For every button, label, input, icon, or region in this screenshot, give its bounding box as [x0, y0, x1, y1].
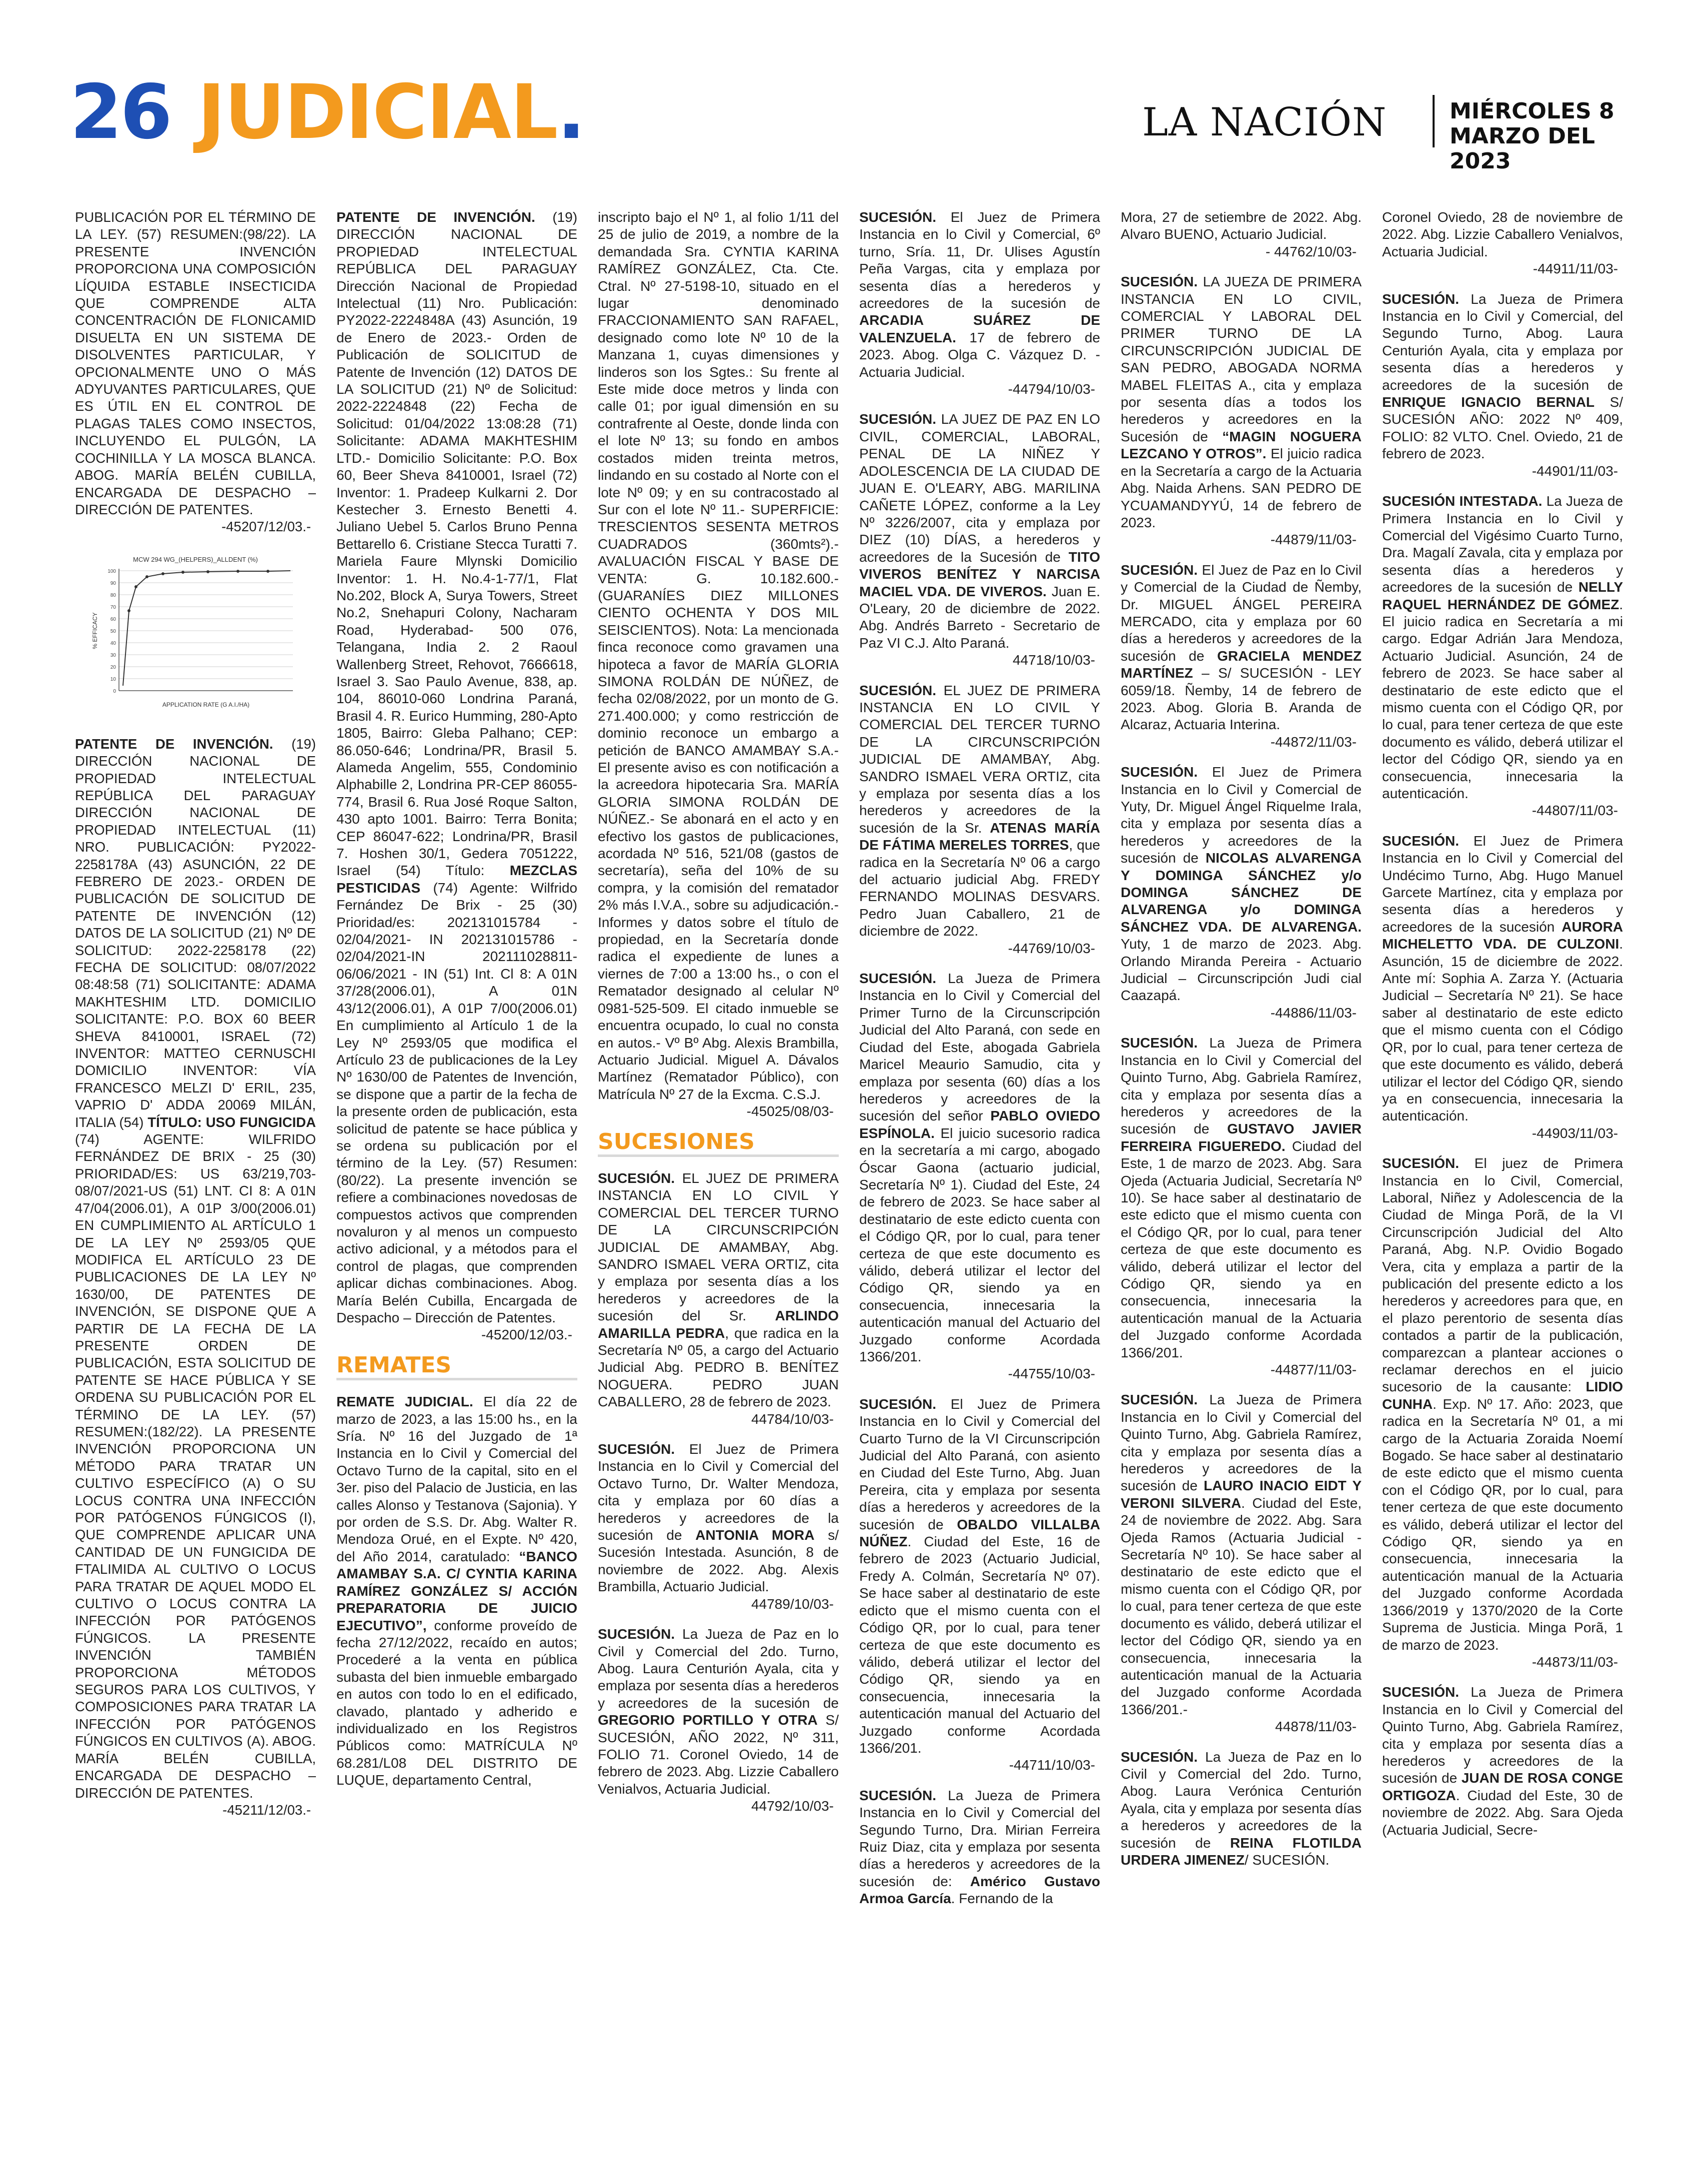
notice-reference: -44711/10/03- [1009, 1757, 1095, 1773]
notice-body: La Jueza de Primera Instancia en lo Civil y Comercial del Vigésimo Cuarto Turno, Dra. Magalí Zavala, cita y emplaza por sesenta días a herederos y acreedores de la sucesión de [1382, 493, 1623, 595]
notice-body-continued: S/ SUCESIÓN, AÑO 2022, Nº 311, FOLIO 71. Coronel Oviedo, 14 de febrero de 2023. Abg. Lizzie Caballero Venialvos, Actuaria Judicial. [598, 1712, 839, 1797]
notice-reference: -44901/11/03- [1532, 463, 1618, 479]
deceased-name: REINA FLOTILDA URDERA JIMENEZ [1121, 1835, 1362, 1868]
notice-body-continued: Juan E. O'Leary, 20 de diciembre de 2022. Abg. Andrés Barreto - Secretario de Paz VI C.J. Alto Paraná. [859, 583, 1100, 651]
masthead-divider [1433, 95, 1435, 147]
column-5 [1121, 209, 1362, 2168]
notice-body: El Juez de Paz en lo Civil y Comercial de la Ciudad de Ñemby, Dr. MIGUEL ÁNGEL PEREIRA MERCADO, cita y emplaza por 60 días a herederos y acreedores de la sucesión de [1121, 562, 1362, 664]
notice-body-continued: / SUCESIÓN. [1244, 1852, 1330, 1868]
section-title [197, 69, 585, 156]
notice-reference: -45211/12/03.- [222, 1802, 311, 1818]
figure-y-tick: 60 [110, 616, 116, 622]
notice-heading: SUCESIÓN. [1121, 1392, 1198, 1408]
succession-notice [859, 1396, 1100, 1774]
notice-reference: 44789/10/03- [751, 1596, 834, 1612]
deceased-name: JUAN DE ROSA CONGE ORTIGOZA [1382, 1770, 1623, 1803]
notice-body: La Jueza de Primera Instancia en lo Civil y Comercial del Quinto Turno, Abg. Gabriela Ramírez, cita y emplaza por sesenta días a herederos y acreedores de la sucesión de [1121, 1035, 1362, 1137]
succession-notice [1382, 291, 1623, 480]
notice-heading: SUCESIÓN. [1121, 764, 1198, 780]
notice-heading: SUCESIÓN. [1121, 1749, 1198, 1765]
succession-notice [1121, 1035, 1362, 1378]
notice-heading: SUCESIÓN. [859, 411, 937, 427]
notice-reference: 44792/10/03- [751, 1798, 834, 1814]
deceased-name: NICOLAS ALVARENGA Y DOMINGA SÁNCHEZ y/o DOMINGA SÁNCHEZ DE ALVARENGA y/o DOMINGA SÁNCHEZ VDA. DE ALVARENGA. [1121, 850, 1362, 935]
figure-y-tick: 50 [110, 628, 116, 634]
succession-notice [1121, 562, 1362, 751]
column-1 [75, 209, 316, 2168]
notice-heading: SUCESIÓN. [1382, 291, 1460, 307]
notice-heading: SUCESIÓN INTESTADA. [1382, 493, 1543, 509]
notice-reference: -44879/11/03- [1270, 532, 1357, 548]
notice-heading: SUCESIÓN. [1382, 833, 1460, 849]
figure-y-tick: 90 [110, 580, 116, 586]
page-masthead [70, 69, 1630, 174]
page-number: 26 [70, 69, 170, 156]
notice-body: La Jueza de Primera Instancia en lo Civil y Comercial del Quinto Turno, Abg. Gabriela Ramírez, cita y emplaza por sesenta días a herederos y acreedores de la sucesión de [1121, 1392, 1362, 1494]
notice-heading: REMATE JUDICIAL. [336, 1394, 473, 1410]
notice-heading: SUCESIÓN. [859, 971, 937, 987]
notice-reference: -44755/10/03- [1008, 1366, 1095, 1382]
notice-body-continued: (74) AGENTE: WILFRIDO FERNÁNDEZ DE BRIX - 25 (30) PRIORIDAD/ES: US 63/219,703-08/07/2021-US (51) LNT. CI 8: A 01N 47/04(2006.01), A 01P 3/00(2006.01) EN CUMPLIMIENTO AL ARTÍCULO 1 DE LA LEY Nº 2593/05 QUE MODIFICA EL ARTÍCULO 23 DE PUBLICACIONES DE LA LEY Nº 1630/00, DE PATENTES DE INVENCIÓN, SE DISPONE QUE A PARTIR DE LA FECHA DE LA PRESENTE ORDEN DE PUBLICACIÓN, ESTA SOLICITUD DE PATENTE SE HACE PÚBLICA Y SE ORDENA SU PUBLICACIÓN POR EL TÉRMINO DE LA LEY. (57) RESUMEN:(182/22). LA PRESENTE INVENCIÓN PROPORCIONA UN MÉTODO PARA TRATAR UN CULTIVO ESPECÍFICO (A) O SU LOCUS CONTRA UNA INFECCIÓN POR PATÓGENOS FÚNGICOS (I), QUE COMPRENDE APLICAR UNA CANTIDAD DE UN FUNGICIDA DE FTALIMIDA AL CULTIVO O LOCUS PARA TRATAR DE AQUEL MODO EL CULTIVO O LOCUS CONTRA LA INFECCIÓN POR PATÓGENOS FÚNGICOS. LA PRESENTE INVENCIÓN TAMBIÉN PROPORCIONA MÉTODOS SEGUROS PARA LOS CULTIVOS, Y COMPOSICIONES PARA TRATAR LA INFECCIÓN POR PATÓGENOS FÚNGICOS EN CULTIVOS (A). ABOG. MARÍA BELÉN CUBILLA, ENCARGADA DE DESPACHO – DIRECCIÓN DE PATENTES. [75, 1131, 316, 1801]
notice-reference: -44873/11/03- [1532, 1654, 1618, 1670]
notice-reference: -44794/10/03- [1008, 381, 1095, 397]
succession-notice [1382, 1155, 1623, 1671]
notice-body: La Jueza de Primera Instancia en lo Civil y Comercial del Quinto Turno, Abg. Gabriela Ramírez, cita y emplaza por sesenta días a herederos y acreedores de la sucesión de [1382, 1684, 1623, 1786]
notice-heading: SUCESIÓN. [1382, 1684, 1460, 1700]
notice-body: La Jueza de Paz en lo Civil y Comercial del 2do. Turno, Abog. Laura Centurión Ayala, cita y emplaza por sesenta días a herederos y acreedores de la sucesión de [598, 1626, 839, 1711]
notice-title: TÍTULO: USO FUNGICIDA [147, 1114, 316, 1130]
deceased-name: Américo Gustavo Armoa García [859, 1873, 1100, 1907]
succession-notice-continued [1121, 209, 1362, 260]
notice-reference: 44784/10/03- [751, 1411, 834, 1427]
section-heading-sucesiones: SUCESIONES [598, 1133, 839, 1157]
notice-heading: PATENTE DE INVENCIÓN. [75, 736, 273, 752]
notice-body: El Juez de Primera Instancia en lo Civil y Comercial del Undécimo Turno, Abg. Hugo Manuel Garcete Martínez, cita y emplaza por sesenta días a herederos y acreedores de la sucesión [1382, 833, 1623, 935]
succession-notice [1382, 493, 1623, 820]
deceased-name: ENRIQUE IGNACIO BERNAL [1382, 394, 1595, 410]
notice-body: inscripto bajo el Nº 1, al folio 1/11 del 25 de julio de 2019, a nombre de la demandada Sra. CYNTIA KARINA RAMÍREZ GONZÁLEZ, Cta. Cte. Ctral. Nº 27-5198-10, situado en el lugar denominado FRACCIONAMIENTO SAN RAFAEL, designado como lote Nº 10 de la Manzana 1, cuyas dimensiones y linderos son los Sgtes.: Su frente al Este mide doce metros y linda con calle 01; por igual dimensión en su contrafrente al Oeste, donde linda con el lote Nº 13; su fondo en ambos costados miden treinta metros, lindando en su costado al Norte con el lote Nº 09; y en su contracostado al Sur con el lote Nº 11.- SUPERFICIE: TRESCIENTOS SESENTA METROS CUADRADOS (360mts²).- AVALUACIÓN FISCAL Y BASE DE VENTA: G. 10.182.600.- (GUARANÍES DIEZ MILLONES CIENTO OCHENTA Y DOS MIL SEISCIENTOS). Nota: La mencionada finca reconoce como gravamen una hipoteca a favor de MARÍA GLORIA SIMONA ROLDÁN DE NÚÑEZ, de fecha 02/08/2022, por un monto de G. 271.400.000; y como restricción de dominio reconoce un embargo a petición de BANCO AMAMBAY S.A.- El presente aviso es con notificación a la acreedora hipotecaria Sra. MARÍA GLORIA SIMONA ROLDÁN DE NÚÑEZ.- Se abonará en el acto y en efectivo los gastos de publicaciones, acordada Nº 516, 521/08 (gastos de secretaría), seña del 10% de su compra, y la comisión del rematador 2% más I.V.A., sobre su adjudicación.- Informes y datos sobre el título de propiedad, en la Secretaría donde radica el expediente de lunes a viernes de 7:00 a 13:00 hs., o con el Rematador designado al celular Nº 0981-525-509. El citado inmueble se encuentra ocupado, lo cual no consta en autos.- Vº Bº Abg. Alexis Brambilla, Actuario Judicial. Miguel A. Dávalos Martínez (Rematador Público), con Matrícula Nº 27 de la Excma. C.S.J. [598, 209, 839, 1102]
notice-heading: SUCESIÓN. [859, 1787, 937, 1803]
notice-heading: SUCESIÓN. [598, 1626, 675, 1642]
notice-body: El día 22 de marzo de 2023, a las 15:00 hs., en la Sría. Nº 16 del Juzgado de 1ª Instancia en lo Civil y Comercial del Octavo Turno de la capital, sito en el 3er. piso del Palacio de Justicia, en las calles Alonso y Testanova (Sajonia). Y por orden de S.S. Dr. Abg. Walter R. Mendoza Orué, en el Expte. Nº 420, del Año 2014, caratulado: [336, 1394, 577, 1564]
notice-case-title: “BANCO AMAMBAY S.A. C/ CYNTIA KARINA RAMÍREZ GONZÁLEZ S/ ACCIÓN PREPARATORIA DE JUICIO EJECUTIVO”, [336, 1548, 577, 1633]
section-title-text: JUDICIAL [197, 69, 557, 156]
notice-body-continued: El juicio sucesorio radica en la secretaría a mi cargo, abogado Óscar Gaona (actuario judicial, Secretaría Nº 1). Ciudad del Este, 24 de febrero de 2023. Se hace saber al destinatario de este edicto cuenta con el Código QR, por lo cual, para tener certeza de que este documento es válido, deberá utilizar el lector del Código QR, siendo ya en consecuencia, innecesaria la autenticación manual del Actuario del Juzgado conforme Acordada 1366/201. [859, 1125, 1100, 1364]
notice-body: El Juez de Primera Instancia en lo Civil y Comercial del Octavo Turno, Dr. Walter Mendoza, cita y emplaza por 60 días a herederos y acreedores de la sucesión de [598, 1441, 839, 1543]
notice-body: El Juez de Primera Instancia en lo Civil y Comercial de Yuty, Dr. Miguel Ángel Riquelme Irala, cita y emplaza por sesenta días a herederos y acreedores de la sucesión de [1121, 764, 1362, 866]
notice-reference: -44807/11/03- [1532, 803, 1618, 819]
succession-notice [1121, 273, 1362, 549]
notice-heading: SUCESIÓN. [598, 1170, 675, 1186]
deceased-name: LIDIO CUNHA [1382, 1379, 1623, 1412]
notice-reference: -45207/12/03.- [221, 519, 311, 535]
notice-body-continued: conforme proveído de fecha 27/12/2022, recaído en autos; Procederé a la venta en pública subasta del bien inmueble embargado en autos con todo lo en el edificado, clavado, plantado y adherido e individualizado en los Registros Públicos como: MATRÍCULA Nº 68.281/L08 DEL DISTRITO DE LUQUE, departamento Central, [336, 1617, 577, 1788]
notice-body: La Jueza de Primera Instancia en lo Civil y Comercial, del Segundo Turno, Abog. Laura Centurión Ayala, cita y emplaza por sesenta días a herederos y acreedores de la sucesión de [1382, 291, 1623, 393]
figure-y-tick: 10 [110, 676, 116, 682]
succession-notice-continued [1382, 209, 1623, 278]
notice-body-continued: (74) Agente: Wilfrido Fernández De Brix - 25 (30) Prioridad/es: 202131015784 - 02/04/2021- IN 202131015786 - 02/04/2021-IN 202111028811-06/06/2021 - IN (51) Int. Cl 8: A 01N 37/28(2006.01), A 01N 43/12(2006.01), A 01P 7/00(2006.01) En cumplimiento al Artículo 1 de la Ley Nº 2593/05 que modifica el Artículo 23 de publicaciones de la Ley Nº 1630/00 de Patentes de Invención, se dispone que a partir de la fecha de la presente orden de publicación, esta solicitud de patente se hace pública y se ordena su publicación por el término de la Ley. (57) Resumen:(80/22). La presente invención se refiere a combinaciones novedosas de compuestos activos que comprenden novaluron y al menos un compuesto activo adicional, y a métodos para el control de plagas, que comprenden aplicar dichas combinaciones. Abog. María Belén Cubilla, Encargada de Despacho – Dirección de Patentes. [336, 880, 577, 1325]
notice-body: El juez de Primera Instancia en lo Civil, Comercial, Laboral, Niñez y Adolescencia de la Ciudad de Minga Porã, de la VI Circunscripción Judicial del Alto Paraná, Abg. N.P. Ovidio Bogado Vera, cita y emplaza a partir de la publicación del presente edicto a los herederos y acreedores para que, en el plazo perentorio de sesenta días contados a partir de la publicación, comparezcan a plantear acciones o reclamar derechos en el juicio sucesorio de la causante: [1382, 1155, 1623, 1395]
deceased-name: GREGORIO PORTILLO Y OTRA [598, 1712, 818, 1728]
notice-body-continued: 17 de febrero de 2023. Abog. Olga C. Vázquez D. - Actuaria Judicial. [859, 329, 1100, 380]
notice-body-continued: . Fernando de la [951, 1891, 1053, 1907]
notice-reference: 44718/10/03- [1012, 652, 1095, 668]
notice-reference: -44769/10/03- [1008, 940, 1095, 956]
column-4 [859, 209, 1100, 2168]
notice-body: La Jueza de Paz en lo Civil y Comercial del 2do. Turno, Abog. Laura Verónica Centurión Ayala, cita y emplaza por sesenta días a herederos y acreedores de la sucesión de [1121, 1749, 1362, 1851]
deceased-name: ARLINDO AMARILLA PEDRA [598, 1308, 839, 1341]
figure-y-tick: 30 [110, 652, 116, 658]
succession-notice [598, 1170, 839, 1428]
succession-notice [1121, 1391, 1362, 1735]
notice-body-continued: , que radica en la Secretaría Nº 05, a cargo del Actuario Judicial Abg. PEDRO B. BENÍTEZ NOGUERA. PEDRO JUAN CABALLERO, 28 de febrero de 2023. [598, 1325, 839, 1410]
notice-body-continued: S/ SUCESIÓN AÑO: 2022 Nº 409, FOLIO: 82 VLTO. Cnel. Oviedo, 21 de febrero de 2023. [1382, 394, 1623, 462]
notice-body-continued: . Ciudad del Este, 30 de noviembre de 2022. Abg. Sara Ojeda (Actuaria Judicial, Secre- [1382, 1787, 1623, 1838]
notice-reference: -44877/11/03- [1270, 1362, 1357, 1377]
notice-heading: PATENTE DE INVENCIÓN. [336, 209, 535, 225]
column-2 [336, 209, 577, 2168]
succession-notice [859, 411, 1100, 669]
efficacy-chart-figure [88, 551, 303, 716]
patent-notice-continued [75, 209, 316, 536]
succession-notice [859, 682, 1100, 958]
succession-notice [1121, 764, 1362, 1022]
issue-date [1450, 99, 1630, 174]
notice-heading: SUCESIÓN. [1382, 1155, 1460, 1171]
notice-reference: -44903/11/03- [1532, 1125, 1618, 1141]
section-title-dot: . [557, 69, 585, 156]
auction-notice [336, 1393, 577, 1789]
figure-y-tick: 0 [113, 688, 116, 694]
notice-body: Mora, 27 de setiembre de 2022. Abg. Alvaro BUENO, Actuario Judicial. [1121, 209, 1362, 242]
notice-body-continued: . Ciudad del Este, 16 de febrero de 2023 (Actuario Judicial, Fredy A. Colmán, Secretaría Nº 07). Se hace saber al destinatario de este edicto que el mismo cuenta con el Código QR, por lo cual, para tener certeza de que este documento es válido, deberá utilizar el lector del Código QR, siendo ya en consecuencia, innecesaria la autenticación manual del Actuario del Juzgado conforme Acordada 1366/201. [859, 1534, 1100, 1756]
figure-y-tick: 20 [110, 664, 116, 670]
notice-reference: - 44762/10/03- [1265, 243, 1357, 259]
section-heading-remates: REMATES [336, 1357, 577, 1380]
notice-heading: SUCESIÓN. [859, 1396, 937, 1412]
figure-x-label: Application Rate (g a.i./ha) [162, 701, 250, 708]
notice-body-continued: . El juicio radica en Secretaría a mi cargo. Edgar Adrián Jara Mendoza, Actuario Judicial. Asunción, 24 de febrero de 2023. Se hace saber al destinatario de este edicto que el mismo cuenta con el Código QR, por lo cual, para tener certeza de que este documento es válido, deberá utilizar el lector del Código QR, siendo ya en consecuencia, innecesaria la autenticación. [1382, 596, 1623, 801]
succession-notice [1121, 1749, 1362, 1869]
notice-body-continued: Ciudad del Este, 1 de marzo de 2023. Abg. Sara Ojeda (Actuaria Judicial, Secretaría Nº 10). Se hace saber al destinatario de este edicto que el mismo cuenta con el Código QR, por lo cual, para tener certeza de que este documento es válido, deberá utilizar el lector del Código QR, siendo ya en consecuencia, innecesaria la autenticación manual de la Actuaria del Juzgado conforme Acordada 1366/201. [1121, 1138, 1362, 1360]
notice-heading: SUCESIÓN. [598, 1441, 675, 1457]
notice-body: El Juez de Primera Instancia en lo Civil y Comercial del Cuarto Turno de la VI Circunscripción Judicial del Alto Paraná, con asiento en Ciudad del Este Turno, Abg. Juan Pereira, cita y emplaza por sesenta días a herederos y acreedores de la sucesión de [859, 1396, 1100, 1532]
notice-body: LA JUEZ DE PAZ EN LO CIVIL, COMERCIAL, LABORAL, PENAL DE LA NIÑEZ Y ADOLESCENCIA DE LA CIUDAD DE JUAN E. O'LEARY, ABG. MARILINA CAÑETE LÓPEZ, conforme a la Ley Nº 3226/2007, cita y emplaza por DIEZ (10) DÍAS, a herederos y acreedores de la Sucesión de [859, 411, 1100, 565]
notice-body: LA JUEZA DE PRIMERA INSTANCIA EN LO CIVIL, COMERCIAL Y LABORAL DEL PRIMER TURNO DE LA CIRCUNSCRIPCIÓN JUDICIAL DE SAN PEDRO, ABOGADA NORMA MABEL FLEITAS A., cita y emplaza por sesenta días a todos los herederos y acreedores en la Sucesión de [1121, 274, 1362, 444]
notice-body-continued: . Asunción, 15 de diciembre de 2022. Ante mí: Sophia A. Zarza Y. (Actuaria Judicial – Secretaría Nº 21). Se hace saber al destinatario de este edicto que el mismo cuenta con el Código QR, por lo cual, para tener certeza de que este documento es válido, deberá utilizar el lector del Código QR, siendo ya en consecuencia, innecesaria la autenticación. [1382, 936, 1623, 1124]
patent-notice [75, 736, 316, 1819]
issue-date-weekday: MIÉRCOLES 8 [1450, 98, 1615, 124]
column-6 [1382, 209, 1623, 2168]
notice-body: Coronel Oviedo, 28 de noviembre de 2022. Abg. Lizzie Caballero Venialvos, Actuaria Judicial. [1382, 209, 1623, 259]
deceased-name: PABLO OVIEDO ESPÍNOLA. [859, 1108, 1100, 1141]
notice-body: EL JUEZ DE PRIMERA INSTANCIA EN LO CIVIL Y COMERCIAL DEL TERCER TURNO DE LA CIRCUNSCRIPCIÓN JUDICIAL DE AMAMBAY, Abg. SANDRO ISMAEL VERA ORTIZ, cita y emplaza por sesenta días a los herederos y acreedores de la sucesión de la Sr. [859, 682, 1100, 836]
notice-body: PUBLICACIÓN POR EL TÉRMINO DE LA LEY. (57) RESUMEN:(98/22). LA PRESENTE INVENCIÓN PROPORCIONA UNA COMPOSICIÓN LÍQUIDA ESTABLE INSECTICIDA QUE COMPRENDE ALTA CONCENTRACIÓN DE FLONICAMID DISUELTA EN UN SISTEMA DE DISOLVENTES PARTICULAR, Y OPCIONALMENTE UNO O MÁS ADYUVANTES PARTICULARES, QUE ES ÚTIL EN EL CONTROL DE PLAGAS TALES COMO INSECTOS, INCLUYENDO EL PULGÓN, LA COCHINILLA Y LA MOSCA BLANCA. ABOG. MARÍA BELÉN CUBILLA, ENCARGADA DE DESPACHO – DIRECCIÓN DE PATENTES. [75, 209, 316, 517]
newspaper-brand: LA NACIÓN [1142, 100, 1387, 145]
deceased-name: TITO VIVEROS BENÍTEZ Y NARCISA MACIEL VDA. DE VIVEROS. [859, 549, 1100, 599]
notice-heading: SUCESIÓN. [859, 209, 937, 225]
notice-heading: SUCESIÓN. [859, 682, 937, 698]
notice-body-continued: El juicio radica en la Secretaría a cargo de la Actuaria Abg. Naida Arhens. SAN PEDRO DE YCUAMANDYYÚ, 14 de febrero de 2023. [1121, 446, 1362, 530]
notice-title: MEZCLAS PESTICIDAS [336, 863, 577, 896]
figure-title: MCW 294 WG_(Helpers)_Alldent (%) [133, 555, 258, 563]
notice-body: (19) DIRECCIÓN NACIONAL DE PROPIEDAD INTELECTUAL REPÚBLICA DEL PARAGUAY Dirección Nacional de Propiedad Intelectual (11) Nro. Publicación: PY2022-2224848A (43) Asunción, 19 de Enero de 2023.- Orden de Publicación de SOLICITUD de Patente de Invención (12) DATOS DE LA SOLICITUD (21) Nº de Solicitud: 2022-2224848 (22) Fecha de Solicitud: 01/04/2022 13:08:28 (71) Solicitante: ADAMA MAKHTESHIM LTD.- Domicilio Solicitante: P.O. Box 60, Beer Sheva 8410001, Israel (72) Inventor: 1. Pradeep Kulkarni 2. Dor Kestecher 3. Ernesto Benetti 4. Juliano Uebel 5. Carlos Bruno Penna Bettarello 6. Cristiane Stecca Turatti 7. Mariela Faure Mlynski Domicilio Inventor: 1. H. No.4-1-77/1, Flat No.202, Block A, Surya Towers, Street No.2, Snehapuri Colony, Nacharam Road, Hyderabad- 500 076, Telangana, India 2. 2 Raoul Wallenberg Street, Rehovot, 7666618, Israel 3. Sao Paulo Avenue, 838, ap. 104, 86010-060 Londrina Paraná, Brasil 4. R. Eurico Humming, 280-Apto 1805, Bairro: Gleba Palhano; CEP: 86.050-646; Londrina/PR, Brasil 5. Alameda Angelim, 555, Condominio Alphabille 2, Londrina PR-CEP 86055-774, Brasil 6. Rua José Roque Salton, 430 apto 1001. Bairro: Terra Bonita; CEP 86047-622; Londrina/PR, Brasil 7. Hoshen 30/1, Gedera 7051222, Israel (54) Título: [336, 209, 577, 879]
deceased-name: “MAGIN NOGUERA LEZCANO Y OTROS”. [1121, 428, 1362, 462]
deceased-name: LAURO INACIO EIDT Y VERONI SILVERA [1121, 1478, 1362, 1511]
deceased-name: ANTONIA MORA [695, 1527, 815, 1543]
notice-reference: -45025/08/03- [746, 1103, 834, 1119]
deceased-name: ATENAS MARÍA DE FÁTIMA MERELES TORRES [859, 820, 1100, 853]
notice-body-continued: . Ciudad del Este, 24 de noviembre de 2022. Abg. Sara Ojeda Ramos (Actuaria Judicial - Secretaría Nº 10). Se hace saber al destinatario de este edicto que el mismo cuenta con el Código QR, por lo cual, para tener certeza de que este documento es válido, deberá utilizar el lector del Código QR, siendo ya en consecuencia, innecesaria la autenticación manual de la Actuaria del Juzgado conforme Acordada 1366/201.- [1121, 1495, 1362, 1717]
succession-notice [598, 1626, 839, 1815]
notice-body-continued: – S/ SUCESIÓN - LEY 6059/18. Ñemby, 14 de febrero de 2023. Abog. Gloria B. Aranda de Alcaraz, Actuaria Interina. [1121, 665, 1362, 733]
succession-notice [859, 1787, 1100, 1908]
deceased-name: GUSTAVO JAVIER FERREIRA FIGUEREDO. [1121, 1121, 1362, 1154]
deceased-name: NELLY RAQUEL HERNÁNDEZ DE GÓMEZ [1382, 579, 1623, 612]
deceased-name: ARCADIA SUÁREZ DE VALENZUELA. [859, 312, 1100, 345]
patent-notice [336, 209, 577, 1344]
column-3 [598, 209, 839, 2168]
notice-body-continued: s/ Sucesión Intestada. Asunción, 8 de noviembre de 2022. Abg. Alexis Brambilla, Actuario Judicial. [598, 1527, 839, 1595]
succession-notice [859, 209, 1100, 398]
notice-body: La Jueza de Primera Instancia en lo Civil y Comercial del Primer Turno de la Circunscripción Judicial del Alto Paraná, con sede en Ciudad del Este, abogada Gabriela Maricel Meaurio Samudio, cita y emplaza por sesenta (60) días a los herederos y acreedores de la sucesión del señor [859, 971, 1100, 1124]
notice-body: El Juez de Primera Instancia en lo Civil y Comercial, 6º turno, Sría. 11, Dr. Ulises Agustín Peña Vargas, cita y emplaza por sesenta días a herederos y acreedores de la sucesión de [859, 209, 1100, 311]
issue-date-month: MARZO DEL 2023 [1450, 123, 1595, 174]
figure-y-tick: 40 [110, 640, 116, 646]
notice-body: (19) DIRECCIÓN NACIONAL DE PROPIEDAD INTELECTUAL REPÚBLICA DEL PARAGUAY DIRECCIÓN NACIONAL DE PROPIEDAD INTELECTUAL (11) NRO. PUBLICACIÓN: PY2022-2258178A (43) ASUNCIÓN, 22 DE FEBRERO DE 2023.- ORDEN DE PUBLICACIÓN DE SOLICITUD DE PATENTE DE INVENCIÓN (12) DATOS DE LA SOLICITUD (21) Nº DE SOLICITUD: 2022-2258178 (22) FECHA DE SOLICITUD: 08/07/2022 08:48:58 (71) SOLICITANTE: ADAMA MAKHTESHIM LTD. DOMICILIO SOLICITANTE: P.O. BOX 60 BEER SHEVA 8410001, ISRAEL (72) INVENTOR: MATTEO CERNUSCHI DOMICILIO INVENTOR: VÍA FRANCESCO MELZI D' ERIL, 235, VAPRIO D' ADDA 20069 MILÁN, ITALIA (54) [75, 736, 316, 1130]
notice-reference: -44886/11/03- [1270, 1005, 1357, 1021]
notice-reference: -44872/11/03- [1270, 734, 1357, 750]
deceased-name: OBALDO VILLALBA NÚÑEZ [859, 1516, 1100, 1550]
notice-body-continued: . Exp. Nº 17. Año: 2023, que radica en la Secretaría Nº 01, a mi cargo de la Actuaria Zoraida Noemí Bogado. Se hace saber al destinatario de este edicto que el mismo cuenta con el Código QR, por lo cual, para tener certeza de que este documento es válido, deberá utilizar el lector del Código QR, siendo ya en consecuencia, innecesaria la autenticación manual de la Actuaria del Juzgado conforme Acordada 1366/2019 y 1370/2020 de la Corte Suprema de Justicia. Minga Porã, 1 de marzo de 2023. [1382, 1396, 1623, 1653]
notice-body: EL JUEZ DE PRIMERA INSTANCIA EN LO CIVIL Y COMERCIAL DEL TERCER TURNO DE LA CIRCUNSCRIPCIÓN JUDICIAL DE AMAMBAY, Abg. SANDRO ISMAEL VERA ORTIZ, cita y emplaza por sesenta días a los herederos y acreedores de la sucesión del Sr. [598, 1170, 839, 1324]
notice-reference: 44878/11/03- [1275, 1719, 1357, 1735]
auction-notice-continued [598, 209, 839, 1120]
notice-heading: SUCESIÓN. [1121, 1035, 1198, 1051]
notice-body-continued: Yuty, 1 de marzo de 2023. Abg. Orlando Miranda Pereira - Actuario Judicial – Circunscripción Judi cial Caazapá. [1121, 936, 1362, 1004]
notice-reference: -45200/12/03.- [481, 1327, 572, 1343]
notice-body-continued: , que radica en la Secretaría Nº 06 a cargo del actuario judicial Abg. FREDY FERNANDO MOLINAS DESVARS. Pedro Juan Caballero, 21 de diciembre de 2022. [859, 837, 1100, 939]
figure-y-label: % Efficacy [91, 612, 98, 649]
notice-heading: SUCESIÓN. [1121, 562, 1198, 578]
notice-body: La Jueza de Primera Instancia en lo Civil y Comercial del Segundo Turno, Dra. Mirian Ferreira Ruiz Diaz, cita y emplaza por sesenta días a herederos y acreedores de la sucesión de: [859, 1787, 1100, 1889]
figure-y-tick: 100 [107, 568, 116, 574]
figure-y-tick: 70 [110, 604, 116, 610]
notice-reference: -44911/11/03- [1533, 261, 1618, 277]
succession-notice [598, 1441, 839, 1613]
notice-heading: SUCESIÓN. [1121, 274, 1198, 290]
succession-notice [1382, 833, 1623, 1142]
succession-notice [859, 970, 1100, 1383]
deceased-name: AURORA MICHELETTO VDA. DE CULZONI [1382, 919, 1623, 952]
succession-notice [1382, 1684, 1623, 1839]
deceased-name: GRACIELA MENDEZ MARTÍNEZ [1121, 648, 1362, 681]
figure-y-tick: 80 [110, 592, 116, 598]
